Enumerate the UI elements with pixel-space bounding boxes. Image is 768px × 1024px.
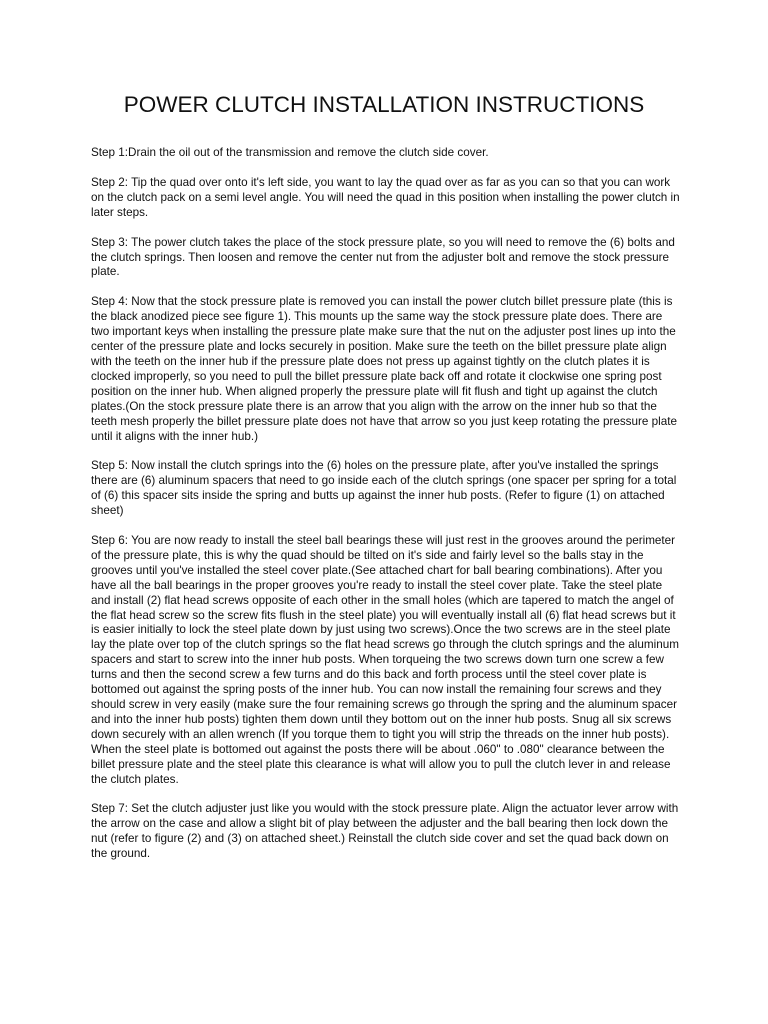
step-7-paragraph: Step 7: Set the clutch adjuster just like you would with the stock pressure plate. Align the actuator lever arrow with the arrow on the case and allow a slight bit of play between the adjuster and the ball bearing then lock down the nut (refer to figure (2) and (3) on attached sheet.) Reinstall the clutch side cover and set the quad back down on the ground.	[91, 802, 679, 861]
step-3-paragraph: Step 3: The power clutch takes the place of the stock pressure plate, so you will need to remove the (6) bolts and the clutch springs. Then loosen and remove the center nut from the adjuster bolt and remove the stock pressure plate.	[91, 235, 675, 279]
document-title: POWER CLUTCH INSTALLATION INSTRUCTIONS	[123, 92, 645, 117]
step-2-paragraph: Step 2: Tip the quad over onto it's left side, you want to lay the quad over as far as you can so that you can work on the clutch pack on a semi level angle. You will need the quad in this position when installing the power clutch in later steps.	[91, 175, 680, 219]
step-1-paragraph: Step 1:Drain the oil out of the transmission and remove the clutch side cover.	[91, 146, 489, 159]
document-body	[91, 146, 681, 877]
step-6-paragraph: Step 6: You are now ready to install the steel ball bearings these will just rest in the grooves around the perimeter of the pressure plate, this is why the quad should be tilted on it's side and fairly level so the balls stay in the grooves until you've installed the steel cover plate.(See attached chart for ball bearing combinations). After you have all the ball bearings in the proper grooves you're ready to install the steel cover plate. Take the steel plate and install (2) flat head screws opposite of each other in the small holes (which are tapered to match the angel of the flat head screw so the screw fits flush in the steel plate) you will eventually install all (6) flat head screws but it is easier initially to lock the steel plate down by just using two screws).Once the two screws are in the steel plate lay the plate over top of the clutch springs so the flat head screws go through the clutch springs and the aluminum spacers and start to screw into the inner hub posts. When torqueing the two screws down turn one screw a few turns and then the second screw a few turns and do this back and forth process until the steel cover plate is bottomed out against the spring posts of the inner hub. You can now install the remaining four screws and they should screw in very easily (make sure the four remaining screws go through the spring and the aluminum spacer and into the inner hub posts) tighten them down until they bottom out on the inner hub posts. Snug all six screws down securely with an allen wrench (If you torque them to tight you will strip the threads on the inner hub posts). When the steel plate is bottomed out against the posts there will be about .060" to .080" clearance between the billet pressure plate and the steel plate this clearance is what will allow you to pull the clutch lever in and release the clutch plates.	[91, 534, 679, 786]
step-5-paragraph: Step 5: Now install the clutch springs into the (6) holes on the pressure plate, after you've installed the springs there are (6) aluminum spacers that need to go inside each of the clutch springs (one spacer per spring for a total of (6) this spacer sits inside the spring and butts up against the inner hub posts. (Refer to figure (1) on attached sheet)	[91, 459, 677, 518]
step-4-paragraph: Step 4: Now that the stock pressure plate is removed you can install the power clutch billet pressure plate (this is the black anodized piece see figure 1). This mounts up the same way the stock pressure plate does. There are two important keys when installing the pressure plate make sure that the nut on the adjuster post lines up into the center of the pressure plate and locks securely in position. Make sure the teeth on the billet pressure plate align with the teeth on the inner hub if the pressure plate does not press up against tightly on the clutch plates it is clocked improperly, so you need to pull the billet pressure plate back off and rotate it clockwise one spring post position on the inner hub. When aligned properly the pressure plate will fit flush and tight up against the clutch plates.(On the stock pressure plate there is an arrow that you align with the arrow on the inner hub so that the teeth mesh properly the billet pressure plate does not have that arrow so you just keep rotating the pressure plate until it aligns with the inner hub.)	[91, 295, 678, 443]
